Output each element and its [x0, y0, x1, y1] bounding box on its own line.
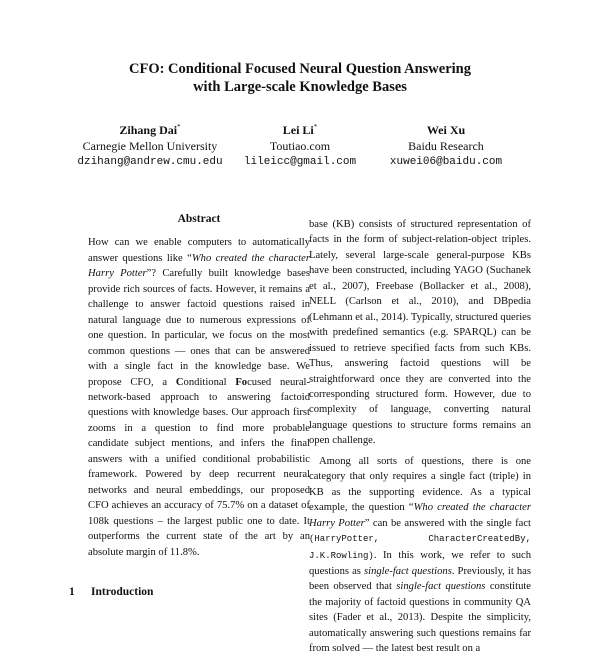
author-name: Zihang Dai [119, 123, 178, 137]
title-line-2: with Large-scale Knowledge Bases [193, 79, 407, 95]
author-name: Wei Xu [426, 123, 466, 137]
author-email: lileicc@gmail.com [243, 156, 357, 168]
section-heading [69, 586, 153, 598]
title-line-1: CFO: Conditional Focused Neural Question Answering [129, 61, 471, 77]
section-title: Introduction [91, 586, 154, 598]
author-3 [346, 119, 546, 170]
author-affiliation: Carnegie Mellon University [82, 139, 218, 153]
paper-title [0, 60, 600, 96]
intro-paragraph-2: Among all sorts of questions, there is one category that only requires a single fact (triple) in KB as the supporting evidence. As a typical example, the question “Who created the character Harry Potter” can be answered with the single fact (HarryPotter, CharacterCreatedBy, J.K.Rowling). In this work, we refer to such questions as single-fact questions. Previously, it has been observed that single-fact questions constitute the majority of factoid questions in community QA sites (Fader et al., 2013). Despite the simplicity, automatically answering such questions remains far from solved — the latest best result on a [309, 455, 532, 655]
left-column [88, 212, 310, 560]
author-affiliation: Toutiao.com [269, 139, 331, 153]
author-mark: * [177, 123, 181, 131]
author-name: Lei Li [282, 123, 314, 137]
intro-paragraph-1: base (KB) consists of structured representation of facts in the form of subject-relation-object triples. Lately, several large-scale general-purpose KBs have been constructed, including YAGO (Suchanek et al., 2007), Freebase (Bollacker et al., 2008), NELL (Carlson et al., 2010), and DBpedia (Lehmann et al., 2014). Typically, structured queries with predefined semantics (e.g. SPARQL) can be issued to retrieve specified facts from such KBs. Thus, answering factoid questions will be straightforward once they are converted into the corresponding structured form. However, due to complexity of language, converting natural language questions to structure forms remains an open challenge. [309, 219, 531, 447]
author-email: dzihang@andrew.cmu.edu [77, 156, 223, 168]
author-email: xuwei06@baidu.com [389, 156, 503, 168]
abstract-heading: Abstract [177, 213, 221, 225]
abstract-text: How can we enable computers to automatically answer questions like “Who created the character Harry Potter”? Carefully built knowledge bases provide rich sources of facts. However, it remains a challenge to answer factoid questions raised in natural language due to numerous expressions of one question. In particular, we focus on the most common questions — ones that can be answered with a single fact in the knowledge base. We propose CFO, a Conditional Focused neural-network-based approach to answering factoid questions with knowledge bases. Our approach first zooms in a question to find more probable candidate subject mentions, and infers the final answers with a unified conditional probabilistic framework. Powered by deep recurrent neural networks and neural embeddings, our proposed CFO achieves an accuracy of 75.7% on a dataset of 108k questions – the largest public one to date. It outperforms the current state of the art by an absolute margin of 11.8%. [88, 237, 311, 558]
author-affiliation: Baidu Research [408, 139, 484, 153]
section-number: 1 [69, 586, 75, 598]
right-column [309, 217, 531, 657]
author-mark: * [313, 123, 318, 131]
